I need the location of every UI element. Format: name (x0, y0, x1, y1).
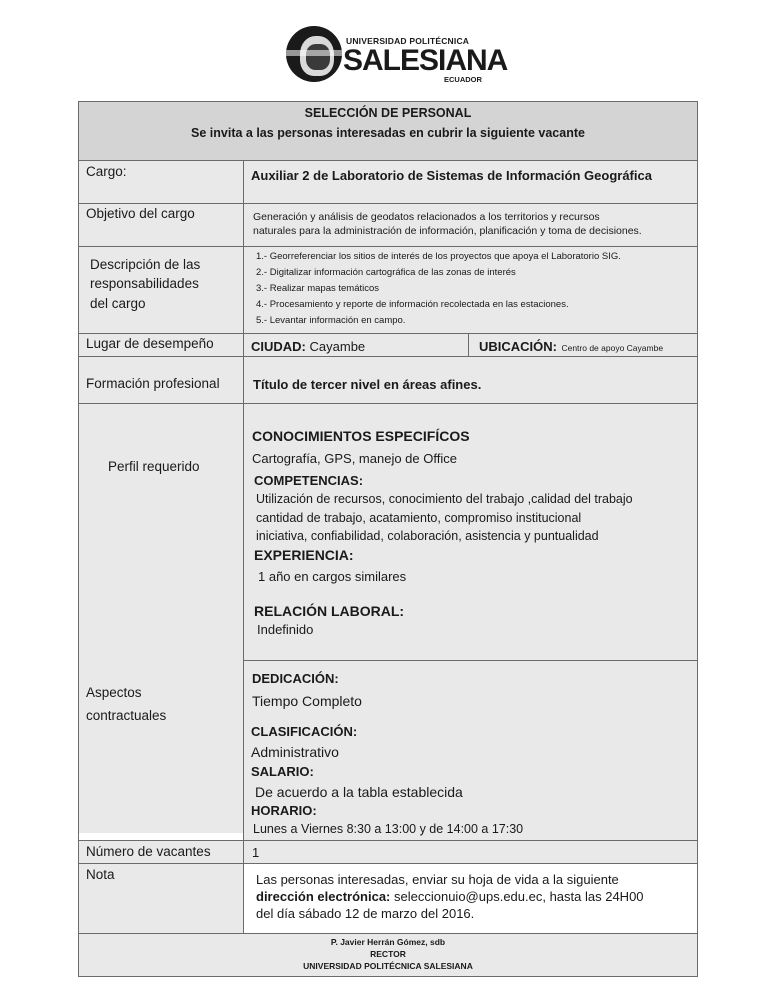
page-title: SELECCIÓN DE PERSONAL (304, 106, 472, 120)
nota-line (256, 889, 644, 904)
row-divider (243, 660, 697, 661)
objetivo-line: Generación y análisis de geodatos relacionados a los territorios y recursos (253, 211, 600, 223)
logo-top-text: UNIVERSIDAD POLITÉCNICA (346, 36, 470, 46)
competencia-line: Utilización de recursos, conocimiento del trabajo ,calidad del trabajo (256, 492, 633, 506)
row-divider (79, 333, 697, 334)
vacantes-value: 1 (252, 845, 260, 860)
nota-line: Las personas interesadas, enviar su hoja de vida a la siguiente (256, 872, 619, 887)
dedicacion-heading: DEDICACIÓN: (252, 671, 339, 686)
ciudad (251, 339, 365, 354)
logo-main-text: SALESIANA (343, 44, 508, 77)
clasificacion-value: Administrativo (251, 744, 339, 760)
descripcion-label: responsabilidades (90, 276, 199, 291)
cargo-value: Auxiliar 2 de Laboratorio de Sistemas de Información Geográfica (251, 168, 652, 183)
ciudad-label: CIUDAD: (251, 339, 306, 354)
aspectos-label: contractuales (86, 708, 167, 723)
signer-role: RECTOR (370, 949, 406, 959)
nota-email-label: dirección electrónica: (256, 889, 391, 904)
row-divider (79, 246, 697, 247)
ubicacion-label: UBICACIÓN: (479, 339, 557, 354)
responsibility-item: 5.- Levantar información en campo. (256, 315, 406, 326)
vacantes-label: Número de vacantes (86, 844, 211, 859)
salario-heading: SALARIO: (251, 764, 314, 779)
nota-email-rest: seleccionuio@ups.edu.ec, hasta las 24H00 (390, 889, 644, 904)
logo-sub-text: ECUADOR (444, 75, 482, 84)
ciudad-value: Cayambe (309, 339, 366, 354)
page-subtitle: Se invita a las personas interesadas en cubrir la siguiente vacante (191, 126, 585, 140)
salesiana-emblem-icon (286, 26, 342, 82)
competencias-heading: COMPETENCIAS: (254, 473, 364, 488)
horario-heading: HORARIO: (251, 803, 317, 818)
lugar-divider (468, 334, 469, 356)
nota-line: del día sábado 12 de marzo del 2016. (256, 906, 475, 921)
responsibility-item: 3.- Realizar mapas temáticos (256, 283, 380, 294)
row-divider (79, 203, 697, 204)
perfil-label: Perfil requerido (108, 459, 200, 474)
row-divider (79, 840, 697, 841)
row-divider (79, 356, 697, 357)
row-divider (79, 933, 697, 934)
signer-name: P. Javier Herrán Gómez, sdb (330, 937, 446, 947)
objetivo-label: Objetivo del cargo (86, 206, 195, 221)
ubicacion-value: Centro de apoyo Cayambe (561, 343, 664, 353)
responsibility-item: 4.- Procesamiento y reporte de información recolectada en las estaciones. (256, 299, 569, 310)
row-divider (79, 403, 697, 404)
conocimientos-heading: CONOCIMIENTOS ESPECIFÍCOS (252, 428, 470, 444)
formacion-value: Título de tercer nivel en áreas afines. (253, 377, 482, 392)
responsibility-item: 1.- Georreferenciar los sitios de interés de los proyectos que apoya el Laboratorio SIG. (256, 251, 621, 262)
ubicacion (479, 338, 663, 356)
formacion-label: Formación profesional (86, 376, 220, 391)
clasificacion-heading: CLASIFICACIÓN: (251, 724, 358, 739)
aspectos-label: Aspectos (86, 685, 142, 700)
signer-institution: UNIVERSIDAD POLITÉCNICA SALESIANA (303, 961, 473, 971)
descripcion-label: Descripción de las (90, 257, 201, 272)
relacion-heading: RELACIÓN LABORAL: (254, 603, 405, 619)
responsibility-item: 2.- Digitalizar información cartográfica de las zonas de interés (256, 267, 516, 278)
nota-label: Nota (86, 867, 115, 882)
descripcion-label: del cargo (90, 296, 146, 311)
university-logo (286, 26, 508, 84)
competencia-line: cantidad de trabajo, acatamiento, compromiso institucional (256, 511, 582, 525)
competencia-line: iniciativa, confiabilidad, colaboración, asistencia y puntualidad (256, 529, 599, 543)
experiencia-value: 1 año en cargos similares (258, 569, 407, 584)
cargo-label: Cargo: (86, 164, 127, 179)
row-divider (79, 863, 697, 864)
column-divider (243, 161, 244, 934)
salario-value: De acuerdo a la tabla establecida (255, 784, 463, 800)
conocimientos-value: Cartografía, GPS, manejo de Office (252, 451, 457, 466)
horario-value: Lunes a Viernes 8:30 a 13:00 y de 14:00 a 17:30 (253, 822, 524, 836)
lugar-label: Lugar de desempeño (86, 336, 214, 351)
relacion-value: Indefinido (257, 622, 314, 637)
dedicacion-value: Tiempo Completo (252, 693, 362, 709)
objetivo-line: naturales para la administración de información, planificación y toma de decisiones. (253, 225, 642, 237)
experiencia-heading: EXPERIENCIA: (254, 547, 354, 563)
